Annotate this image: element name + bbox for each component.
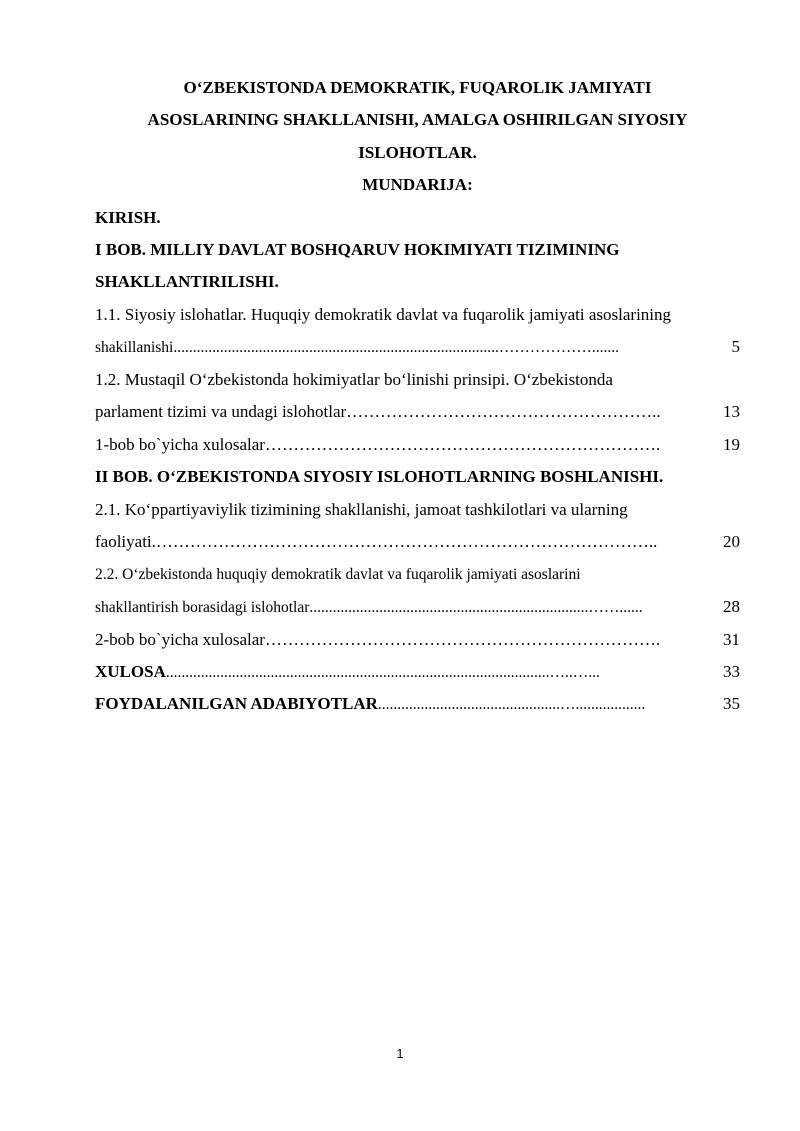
toc-conclusion-1-leader: ……………………………………………………………. — [264, 435, 661, 454]
toc-chapter-1-line-2: SHAKLLANTIRILISHI. — [95, 272, 279, 291]
contents-heading: MUNDARIJA: — [362, 175, 473, 194]
toc-chapter-1-line-1: I BOB. MILLIY DAVLAT BOSHQARUV HOKIMIYATI TIZIMINING — [95, 240, 620, 259]
document-title-line-2: ASOSLARINING SHAKLLANISHI, AMALGA OSHIRILGAN SIYOSIY — [147, 110, 688, 129]
toc-section-1-1-leader: ....................................................................................………………....... — [173, 339, 619, 356]
toc-summary-label: XULOSA — [95, 662, 166, 681]
toc-section-2-1-page: 20 — [723, 532, 740, 551]
toc-bibliography — [95, 694, 740, 715]
document-title-line-3: ISLOHOTLAR. — [358, 143, 477, 162]
toc-section-1-2-label: parlament tizimi va undagi islohotlar — [95, 402, 347, 421]
toc-section-2-1-leader: …………………………………………………………………………….. — [155, 532, 658, 551]
toc-bibliography-leader: ...............................................….................. — [377, 696, 646, 713]
toc-entry-intro: KIRISH. — [95, 208, 161, 227]
toc-section-2-1-line-1: 2.1. Ko‘ppartiyaviylik tizimining shakllanishi, jamoat tashkilotlari va ularning — [95, 500, 628, 519]
toc-section-1-1-line-1: 1.1. Siyosiy islohatlar. Huquqiy demokratik davlat va fuqarolik jamiyati asoslarining — [95, 305, 672, 324]
page-number: 1 — [396, 1046, 404, 1061]
toc-section-2-2-page: 28 — [723, 597, 740, 616]
toc-section-1-2-line-1: 1.2. Mustaqil O‘zbekistonda hokimiyatlar bo‘linishi prinsipi. O‘zbekistonda — [95, 370, 613, 389]
toc-chapter-2: II BOB. O‘ZBEKISTONDA SIYOSIY ISLOHOTLARNING BOSHLANISHI. — [95, 467, 664, 486]
toc-section-2-2-line-1: 2.2. O‘zbekistonda huquqiy demokratik davlat va fuqarolik jamiyati asoslarini — [95, 566, 581, 583]
toc-summary-leader: ...................................................................................................…..…... — [165, 664, 600, 681]
toc-conclusion-1 — [95, 435, 740, 455]
toc-bibliography-page: 35 — [723, 694, 740, 713]
toc-section-1-1-label: shakillanishi — [95, 339, 174, 356]
toc-section-2-1-line-2 — [95, 532, 740, 552]
toc-conclusion-1-label: 1-bob bo`yicha xulosalar — [95, 435, 265, 454]
toc-section-2-2-line-2 — [95, 597, 740, 618]
toc-section-2-2-leader: ........................................................................……...... — [309, 599, 643, 616]
document-title-line-1: O‘ZBEKISTONDA DEMOKRATIK, FUQAROLIK JAMIYATI — [183, 78, 652, 97]
toc-bibliography-label: FOYDALANILGAN ADABIYOTLAR — [95, 694, 378, 713]
toc-conclusion-2-label: 2-bob bo`yicha xulosalar — [95, 630, 265, 649]
toc-summary — [95, 662, 740, 683]
toc-section-1-2-leader: ……………………………………………….. — [346, 402, 661, 421]
toc-conclusion-2-page: 31 — [723, 630, 740, 649]
toc-summary-page: 33 — [723, 662, 740, 681]
toc-section-1-1-line-2 — [95, 337, 740, 358]
toc-section-1-1-page: 5 — [731, 337, 740, 356]
toc-section-2-2-label: shakllantirish borasidagi islohotlar — [95, 599, 310, 616]
toc-conclusion-1-page: 19 — [723, 435, 740, 454]
toc-section-2-1-label: faoliyati. — [95, 532, 156, 551]
toc-section-1-2-line-2 — [95, 402, 740, 422]
toc-section-1-2-page: 13 — [723, 402, 740, 421]
toc-conclusion-2-leader: ……………………………………………………………. — [264, 630, 661, 649]
toc-conclusion-2 — [95, 630, 740, 650]
